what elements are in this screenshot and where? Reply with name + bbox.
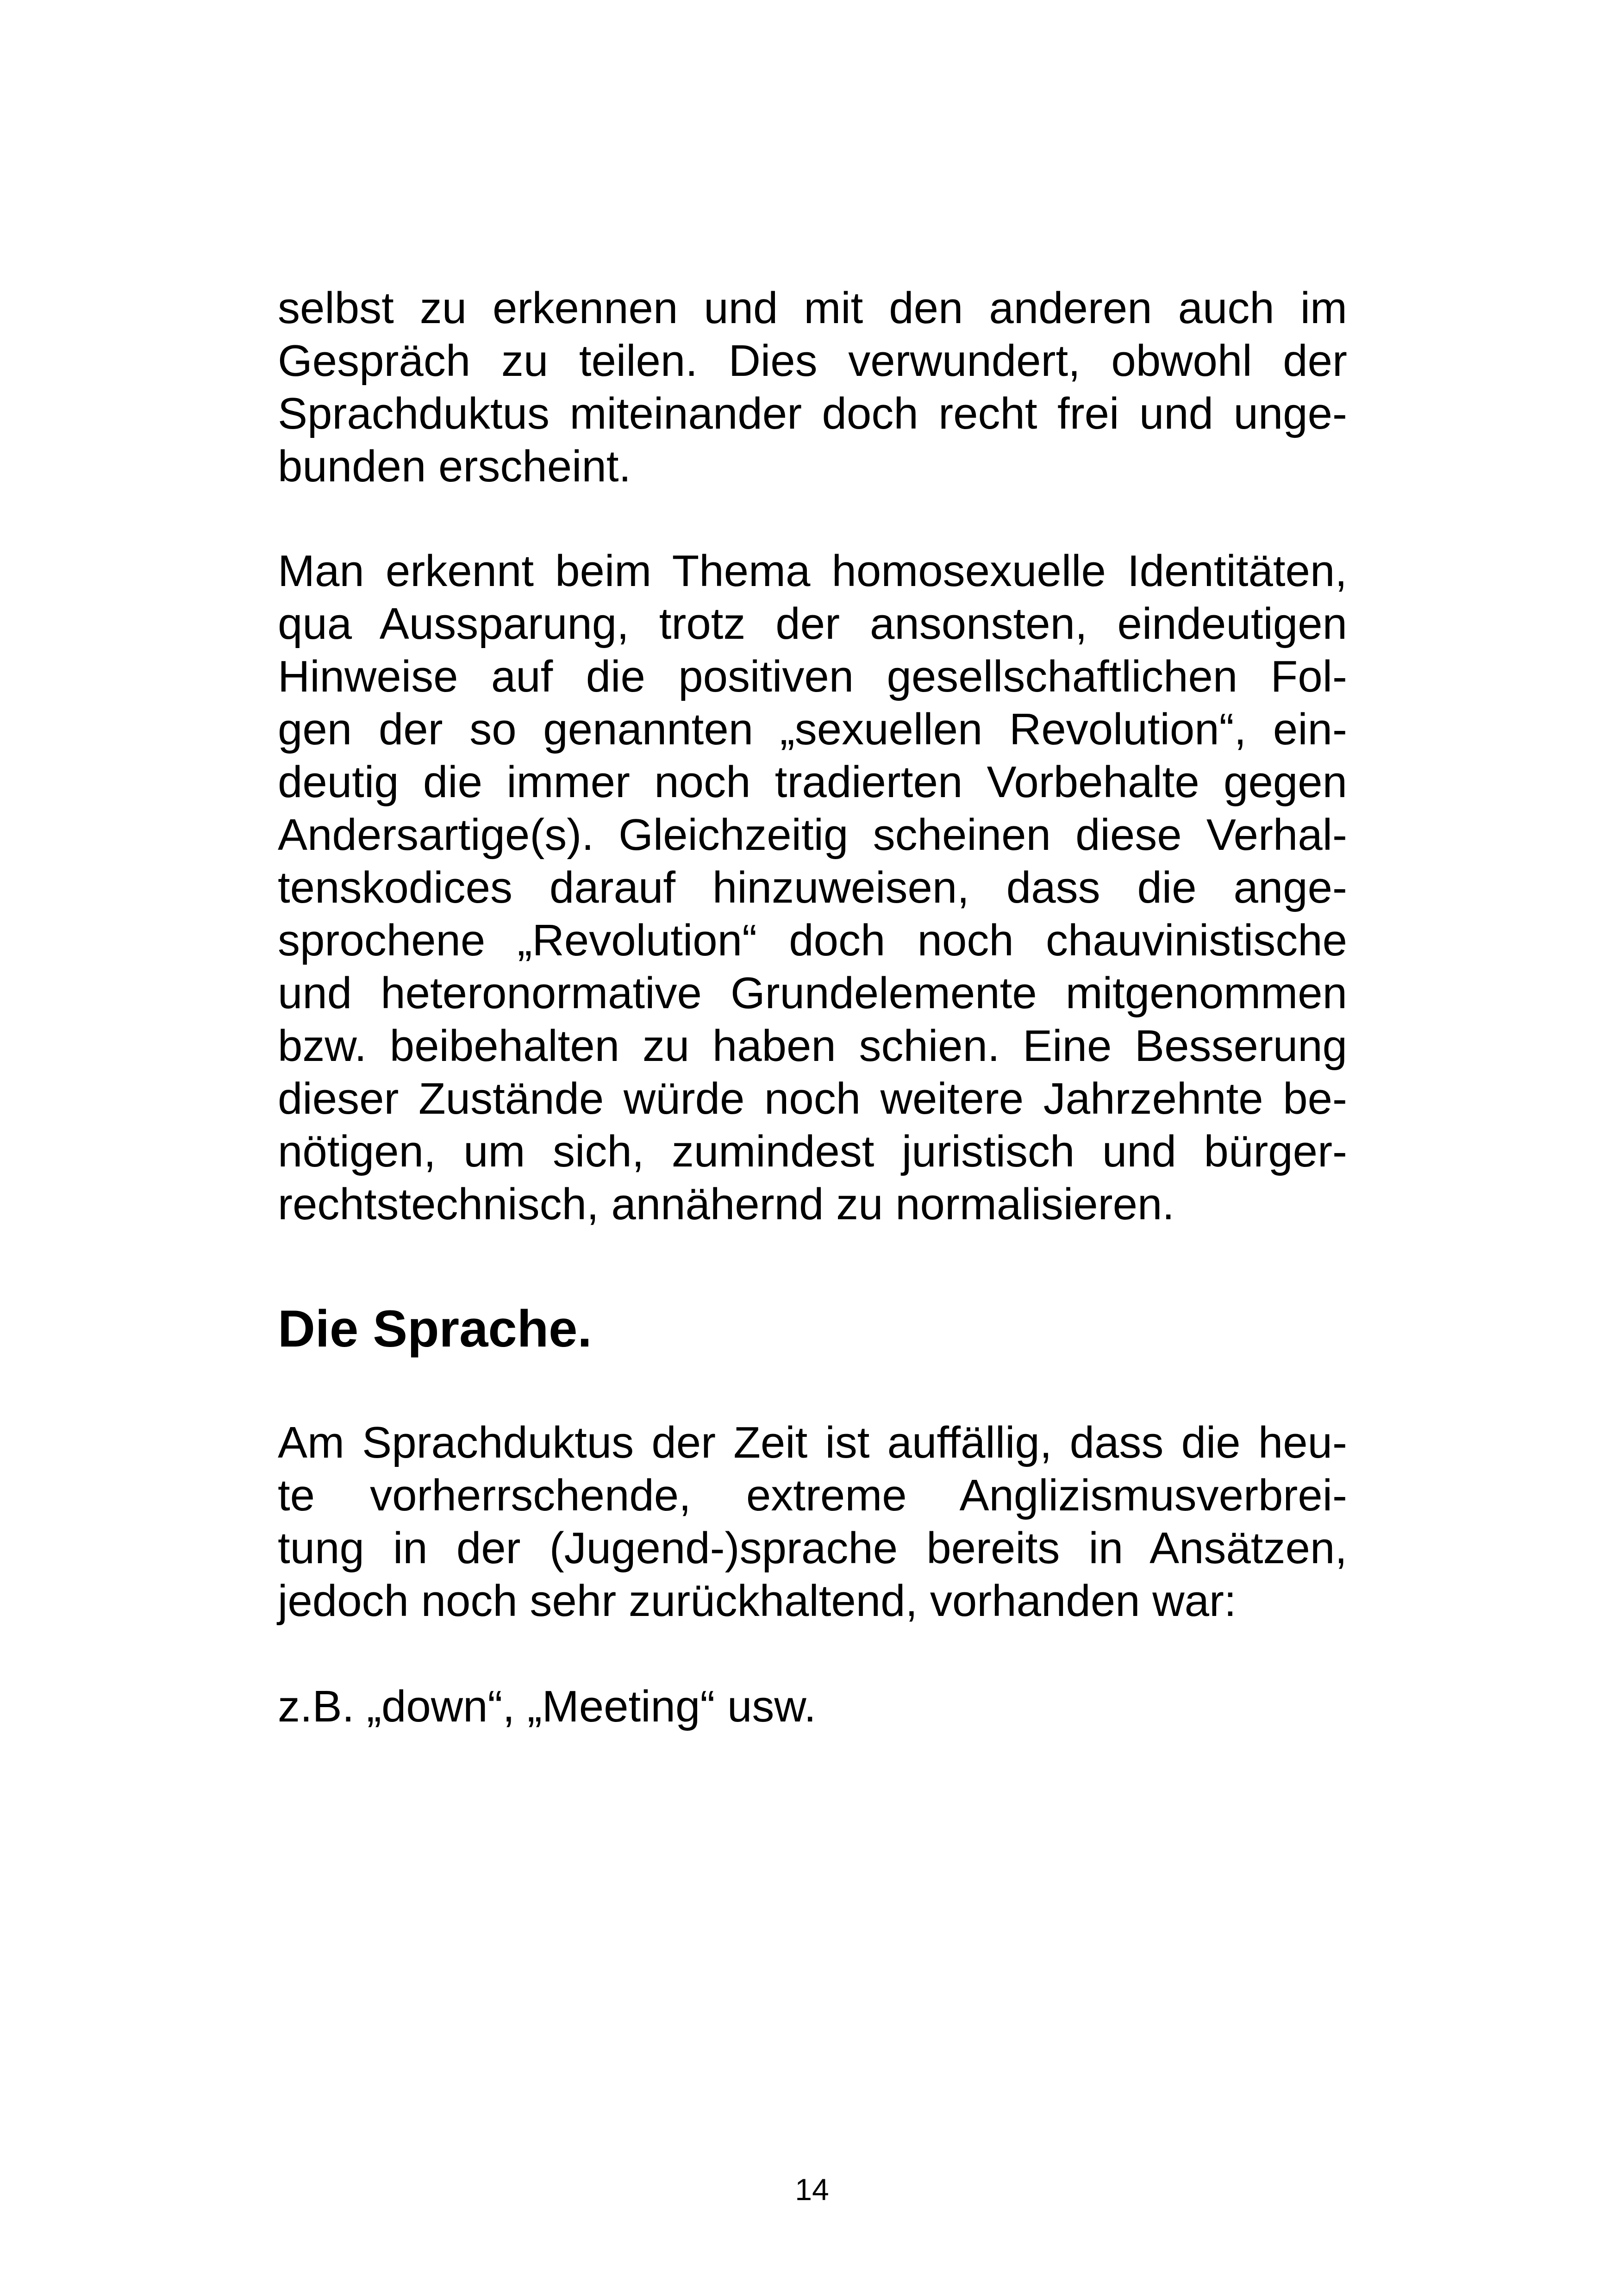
text-line: und heteronormative Grundelemente mitgenommen: [278, 968, 1347, 1018]
text-line: z.B. „down“, „Meeting“ usw.: [278, 1682, 817, 1731]
page-number: 14: [795, 2172, 829, 2207]
text-line: jedoch noch sehr zurückhaltend, vorhanden war:: [278, 1576, 1237, 1626]
text-line: te vorherrschende, extreme Anglizismusverbrei-: [278, 1471, 1347, 1520]
text-line: bunden erscheint.: [278, 442, 631, 491]
text-line: nötigen, um sich, zumindest juristisch und bürger-: [278, 1127, 1347, 1176]
text-line: selbst zu erkennen und mit den anderen auch im: [278, 283, 1347, 333]
text-line: Man erkennt beim Thema homosexuelle Identitäten,: [278, 546, 1347, 596]
text-line: sprochene „Revolution“ doch noch chauvinistische: [278, 916, 1347, 965]
section-heading: Die Sprache.: [278, 1300, 592, 1358]
text-line: bzw. beibehalten zu haben schien. Eine Besserung: [278, 1021, 1347, 1071]
text-line: tenskodices darauf hinzuweisen, dass die ange-: [278, 863, 1347, 912]
text-line: rechtstechnisch, annähernd zu normalisieren.: [278, 1179, 1175, 1229]
text-line: qua Aussparung, trotz der ansonsten, eindeutigen: [278, 599, 1347, 649]
text-line: gen der so genannten „sexuellen Revolution“, ein-: [278, 705, 1347, 754]
text-line: Andersartige(s). Gleichzeitig scheinen diese Verhal-: [278, 810, 1347, 860]
text-line: Gespräch zu teilen. Dies verwundert, obwohl der: [278, 336, 1347, 386]
paragraph-4: [278, 1680, 1347, 1733]
paragraph-2: [278, 545, 1347, 1231]
text-line: Sprachduktus miteinander doch recht frei und unge-: [278, 389, 1347, 438]
text-line: Hinweise auf die positiven gesellschaftlichen Fol-: [278, 652, 1347, 701]
paragraph-3: [278, 1416, 1347, 1628]
paragraph-1: [278, 282, 1347, 493]
text-line: deutig die immer noch tradierten Vorbehalte gegen: [278, 757, 1347, 807]
text-line: Am Sprachduktus der Zeit ist auffällig, dass die heu-: [278, 1418, 1347, 1467]
text-line: tung in der (Jugend-)sprache bereits in Ansätzen,: [278, 1523, 1347, 1573]
text-line: dieser Zustände würde noch weitere Jahrzehnte be-: [278, 1074, 1347, 1123]
